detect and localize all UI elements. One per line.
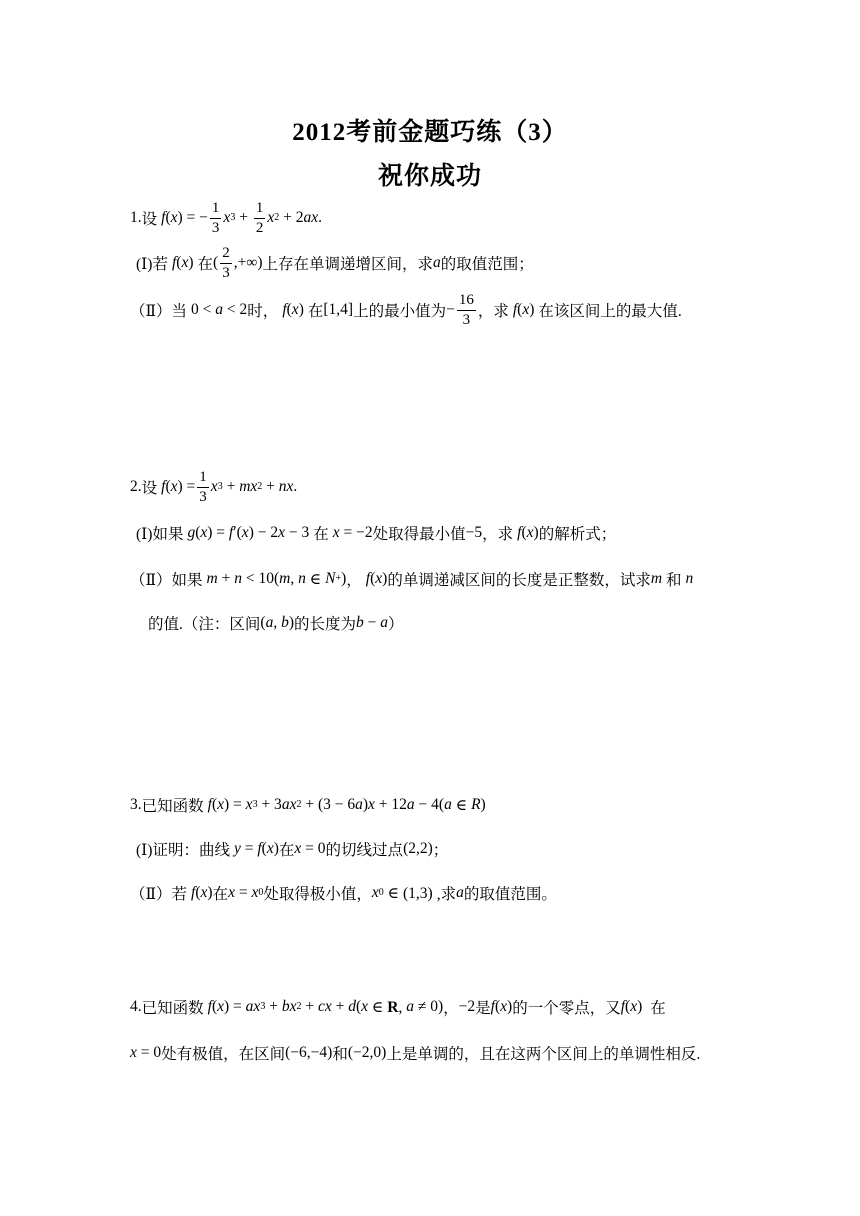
part-text: 时， (247, 303, 279, 320)
fraction: $\frac{16}{3}$ (458, 291, 474, 328)
part-text: 处取得极小值， (263, 886, 372, 903)
part-text: 上的最小值为 (353, 303, 447, 320)
part-text: 上存在单调递增区间，求 (262, 256, 434, 273)
page-subtitle: 祝你成功 (377, 163, 482, 190)
part-text: 的单调递减区间的长度是正整数，试求 (387, 572, 651, 589)
problem-2-part-2: （Ⅱ）如果 m + n < 10( m , n ∈ N + ) ， f ( x ) 的单调递减区间的长度是正整数，试求 m 和 n (130, 570, 694, 589)
problem-number: 3. (130, 796, 142, 813)
problem-4-statement: 4. 已知函数 f ( x ) = ax 3 + bx 2 + cx + d ( x ∈ R, a ≠ 0) ， −2 是 f ( x ) 的一个零点，又 f ( x ) 在 (130, 998, 666, 1017)
part-text: 的切线过点 (325, 842, 404, 859)
problem-1-part-1: (Ⅰ)若 f ( x ) 在 ( $\frac{2}{3}$ ,+∞) 上存在单调递增区间，求 a 的取值范围； (136, 244, 534, 281)
fraction: $\frac{1}{3}$ (211, 199, 220, 236)
part-text: 在 (313, 526, 329, 543)
part-text: 上是单调的，且在这两个区间上的单调性相反. (386, 1046, 701, 1063)
problem-3-part-2: （Ⅱ）若 f ( x ) 在 x = x 0 处取得极小值， x 0 ∈ (1,3) ,求 a 的取值范围。 (130, 884, 557, 903)
part-text: ； (432, 842, 449, 859)
problem-3-part-1: (Ⅰ)证明：曲线 y = f ( x ) 在 x = 0 的切线过点 (2,2) ； (136, 840, 449, 859)
part-text: 处有极值，在区间 (161, 1046, 286, 1063)
part-text: 在该区间上的最大值. (538, 303, 682, 320)
formula: f (161, 209, 166, 226)
part-label: （Ⅱ）当 (130, 303, 188, 320)
problem-number: 1. (130, 209, 142, 226)
part-text: ,求 (436, 886, 457, 903)
part-text: 和 (666, 572, 682, 589)
problem-number: 2. (130, 478, 142, 495)
problem-lead: 设 (141, 211, 158, 228)
part-label: （Ⅱ）如果 (130, 572, 203, 589)
problem-lead: 已知函数 (141, 798, 204, 815)
part-text: 的一个零点，又 (512, 1000, 621, 1017)
part-text: 在 (650, 1000, 666, 1017)
fraction: $\frac{2}{3}$ (222, 244, 230, 281)
fraction: $\frac{1}{2}$ (255, 199, 264, 236)
problem-1-statement: 1. 设 f ( x ) = − $\frac{1}{3}$ x 3 + $\frac{1}{2}$ x 2 + 2 ax . (130, 199, 322, 236)
problem-3-statement: 3. 已知函数 f ( x ) = x 3 + 3 ax 2 + (3 − 6 a ) x + 12 a − 4( a ∈ R ) (130, 796, 486, 815)
fraction: $\frac{1}{3}$ (199, 468, 207, 505)
part-text: ） (388, 616, 404, 633)
part-text: 的解析式； (538, 526, 617, 543)
problem-1-part-2: （Ⅱ）当 0 < a < 2 时， f ( x ) 在 [1,4] 上的最小值为 − $\frac{16}{3}$ ，求 f ( x ) 在该区间上的最大值. (130, 291, 682, 328)
part-text: 的取值范围； (440, 256, 534, 273)
problem-lead: 设 (141, 480, 158, 497)
part-label: (Ⅰ)如果 (136, 526, 184, 543)
part-text: 和 (332, 1046, 348, 1063)
problem-2-statement: 2. 设 f ( x ) = $\frac{1}{3}$ x 3 + mx 2 + nx . (130, 468, 298, 505)
part-text: 是 (475, 1000, 491, 1017)
problem-2-part-1: (Ⅰ)如果 g ( x ) = f ′( x ) − 2 x − 3 在 x = −2 处取得最小值 −5 ，求 f ( x ) 的解析式； (136, 524, 617, 543)
part-text: 处取得最小值 (372, 526, 466, 543)
part-text: 的值.（注：区间 (148, 616, 261, 633)
part-text: ， (443, 1000, 459, 1017)
part-label: (Ⅰ)证明：曲线 (136, 842, 230, 859)
problem-4-statement-cont: x = 0 处有极值，在区间 (−6,−4) 和 (−2,0) 上是单调的，且在这两个区间上的单调性相反. (130, 1044, 701, 1063)
part-label: (Ⅰ)若 (136, 256, 168, 273)
part-text: 在 (197, 256, 214, 273)
page-title: 2012考前金题巧练（3） (292, 119, 568, 146)
part-text: 在 (307, 303, 324, 320)
part-text: ，求 (482, 526, 514, 543)
part-text: 在 (278, 842, 295, 859)
part-text: 在 (212, 886, 229, 903)
problem-2-part-2-cont: 的值.（注：区间 ( a , b ) 的长度为 b − a ） (148, 614, 404, 633)
part-text: ，求 (477, 303, 509, 320)
part-label: （Ⅱ）若 (130, 886, 188, 903)
part-text: ， (346, 572, 362, 589)
part-text: 的长度为 (293, 616, 356, 633)
part-text: 的取值范围。 (463, 886, 557, 903)
problem-lead: 已知函数 (141, 1000, 204, 1017)
problem-number: 4. (130, 998, 142, 1015)
